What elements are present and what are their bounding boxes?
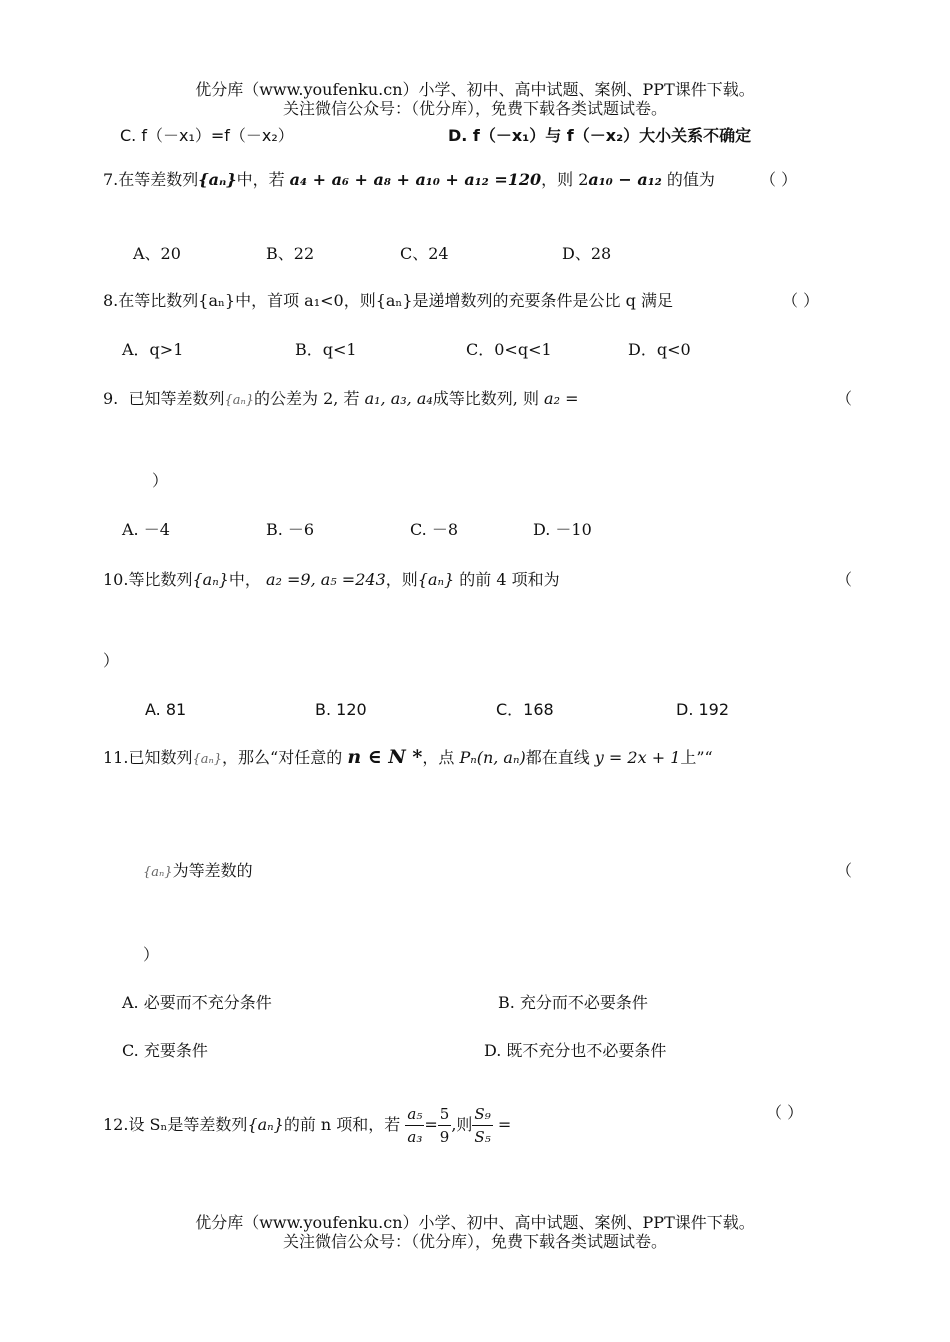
- question-12: [103, 1103, 511, 1148]
- q8-option-c: C．0<q<1: [466, 340, 552, 359]
- q11-number: 11.: [103, 748, 129, 767]
- q12-answer-paren: （ ）: [766, 1103, 804, 1122]
- q11-line-2: [143, 861, 253, 883]
- q8-text: 在等比数列{aₙ}中，首项 a₁<0，则{aₙ}是递增数列的充要条件是公比 q 满足: [118, 291, 673, 310]
- q9-text-3: 成等比数列, 则: [432, 389, 539, 408]
- q7-option-a: A、20: [133, 244, 181, 263]
- question-10: [103, 570, 560, 590]
- q10-number: 10.: [103, 570, 129, 589]
- question-9: [103, 389, 579, 411]
- q7-diff-expression: a₁₀ − a₁₂: [588, 170, 662, 189]
- q7-number: 7.: [103, 170, 119, 189]
- q9-terms: a₁, a₃, a₄: [364, 389, 433, 408]
- page-header-line-1: 优分库（www.youfenku.cn）小学、初中、高中试题、案例、PPT课件下载。: [195, 80, 755, 99]
- page-footer-line-1: 优分库（www.youfenku.cn）小学、初中、高中试题、案例、PPT课件下载。: [195, 1213, 755, 1232]
- q9-text-1: 已知等差数列: [128, 389, 225, 408]
- q12-sequence: {aₙ}: [247, 1115, 284, 1134]
- q7-option-d: D、28: [562, 244, 612, 263]
- q11-option-a: A. 必要而不充分条件: [122, 993, 272, 1012]
- q11-text-2: ，那么“对任意的: [222, 748, 343, 767]
- q12-number: 12.: [103, 1115, 129, 1134]
- q11-point: Pₙ(n, aₙ): [459, 748, 526, 767]
- q10-text-4: 的前 4 项和为: [459, 570, 560, 589]
- q10-given-terms: a₂ =9, a₅ =243: [265, 570, 386, 589]
- q8-answer-paren: （ ）: [782, 291, 820, 310]
- q8-option-a: A．q>1: [122, 340, 184, 359]
- q12-equals-2: =: [497, 1115, 512, 1134]
- q9-paren-open: （: [836, 389, 853, 408]
- q12-frac2-numerator: 5: [438, 1103, 452, 1126]
- q11-text-1: 已知数列: [128, 748, 193, 767]
- q10-paren-close: ）: [103, 651, 120, 670]
- q11-text-3: ，点: [422, 748, 455, 767]
- q12-frac1-denominator: a₃: [407, 1128, 423, 1146]
- q10-option-d: D. 192: [676, 700, 730, 719]
- q9-sequence: {aₙ}: [224, 393, 255, 408]
- q7-answer-paren: （ ）: [760, 170, 798, 189]
- q11-option-b: B. 充分而不必要条件: [498, 993, 648, 1012]
- q12-fraction-a5-a3: [405, 1103, 424, 1148]
- q9-option-c: C. －8: [410, 520, 459, 539]
- q12-fraction-5-9: [438, 1103, 452, 1148]
- q12-frac2-denominator: 9: [439, 1128, 450, 1146]
- q11-paren-close: ）: [143, 945, 160, 964]
- question-11: [103, 747, 713, 770]
- page-header-line-2: 关注微信公众号：（优分库），免费下载各类试题试卷。: [282, 99, 667, 118]
- q12-text-2: 的前 n 项和，若: [283, 1115, 401, 1134]
- q11-paren-open: （: [836, 861, 853, 880]
- q8-number: 8.: [103, 291, 119, 310]
- q11-sequence: {aₙ}: [192, 752, 223, 767]
- q11-line: y = 2x + 1: [594, 748, 681, 767]
- page-footer-line-2: 关注微信公众号：（优分库），免费下载各类试题试卷。: [282, 1232, 667, 1251]
- q10-option-a: A. 81: [145, 700, 187, 719]
- q12-equals-1: =: [424, 1115, 438, 1134]
- q10-text-2: 中，: [228, 570, 261, 589]
- q7-text-1: 在等差数列: [118, 170, 199, 189]
- q6-option-d: D. f（－x₁）与 f（－x₂）大小关系不确定: [448, 126, 752, 145]
- q11-option-d: D. 既不充分也不必要条件: [484, 1041, 667, 1060]
- q11-text-6: 为等差数的: [172, 861, 253, 880]
- q10-sequence: {aₙ}: [192, 570, 229, 589]
- q12-frac3-numerator: S₉: [472, 1103, 492, 1126]
- q7-text-4: 的值为: [666, 170, 715, 189]
- q10-text-1: 等比数列: [128, 570, 193, 589]
- q11-domain: n ∈ N *: [347, 746, 423, 768]
- q10-option-b: B. 120: [315, 700, 367, 719]
- q10-sequence-2: {aₙ}: [417, 570, 455, 589]
- q10-option-c: C．168: [496, 700, 554, 719]
- q9-text-2: 的公差为 2, 若: [254, 389, 360, 408]
- q10-paren-open: （: [836, 570, 853, 589]
- q11-text-5: 上”“: [680, 748, 713, 767]
- q9-option-b: B. －6: [266, 520, 315, 539]
- q7-option-b: B、22: [266, 244, 315, 263]
- question-7: [103, 170, 715, 190]
- q8-option-b: B．q<1: [295, 340, 357, 359]
- q12-text-3: ,则: [451, 1115, 473, 1134]
- q11-sequence-2: {aₙ}: [143, 865, 173, 880]
- q9-target: a₂ =: [544, 389, 579, 408]
- q9-option-a: A. －4: [122, 520, 170, 539]
- question-8: [103, 291, 673, 311]
- q12-fraction-s9-s5: [472, 1103, 492, 1148]
- q9-paren-close: ）: [152, 471, 169, 490]
- q7-option-c: C、24: [400, 244, 449, 263]
- q11-option-c: C. 充要条件: [122, 1041, 208, 1060]
- q7-text-3: ，则 2: [541, 170, 589, 189]
- q11-text-4: 都在直线: [525, 748, 590, 767]
- q7-text-2: 中，若: [236, 170, 285, 189]
- q7-sequence: {aₙ}: [198, 170, 237, 189]
- q7-sum-expression: a₄ + a₆ + a₈ + a₁₀ + a₁₂ =120: [289, 170, 542, 189]
- q12-frac1-numerator: a₅: [405, 1103, 424, 1126]
- q12-frac3-denominator: S₅: [474, 1128, 491, 1146]
- q10-text-3: ，则: [385, 570, 418, 589]
- q8-option-d: D．q<0: [628, 340, 691, 359]
- q9-option-d: D. －10: [533, 520, 592, 539]
- q12-text-1: 设 Sₙ是等差数列: [128, 1115, 248, 1134]
- q9-number: 9.: [103, 389, 119, 408]
- q6-option-c: C. f（－x₁）=f（－x₂）: [120, 126, 294, 145]
